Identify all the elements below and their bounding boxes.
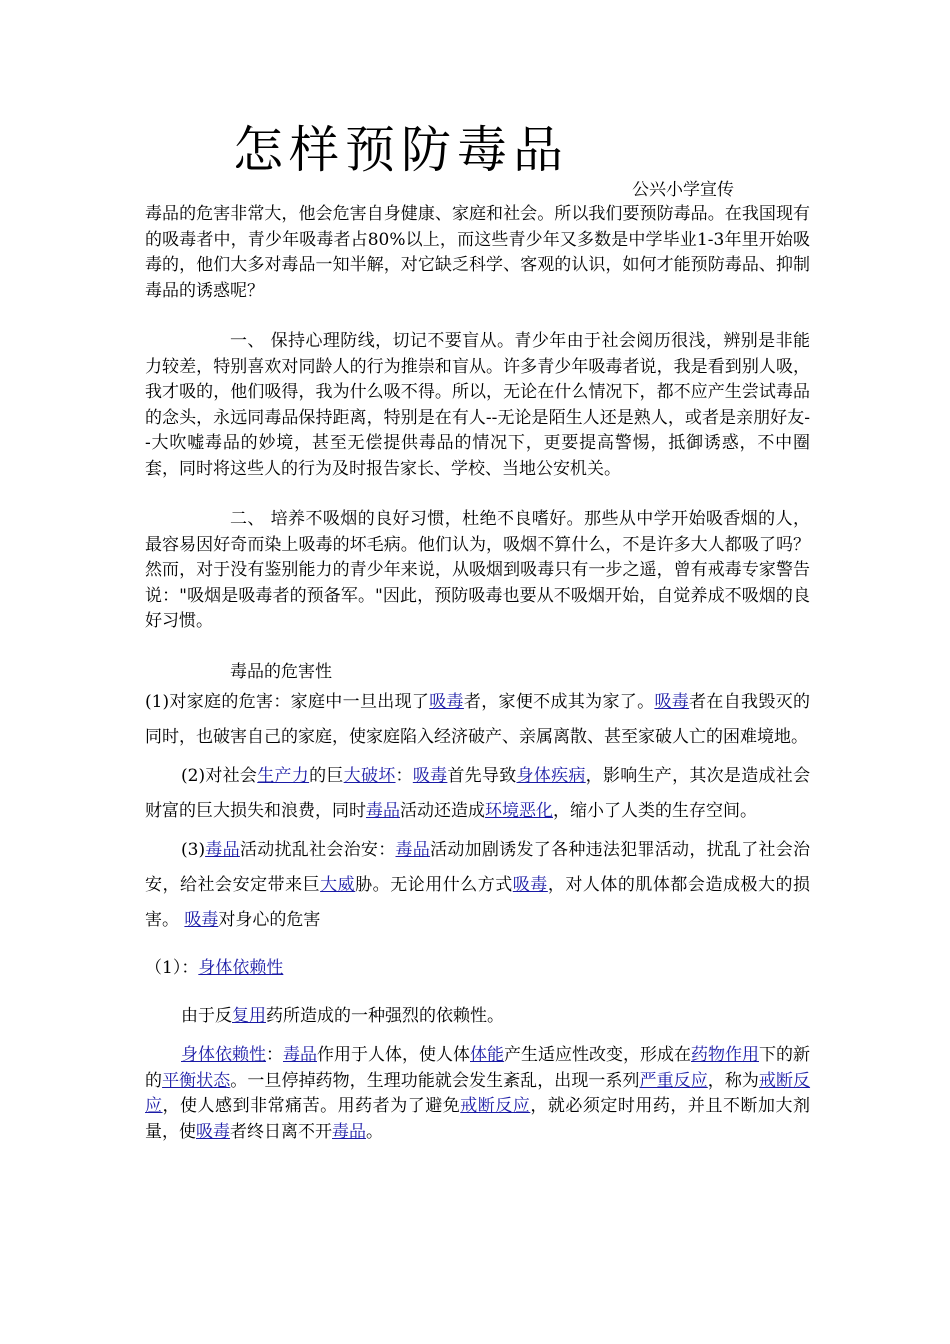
link-xidu[interactable]: 吸毒 (184, 910, 219, 930)
dependence-body-text: ，称为 (707, 1070, 759, 1091)
harm-security-text: 胁。无论用什么方式 (355, 875, 513, 895)
harm-society-text: ，影响生产，其次是造成社会财富的巨大损失和浪费，同时 (145, 766, 811, 821)
link-dupin[interactable]: 毒品 (332, 1121, 366, 1142)
link-jieduanfanying[interactable]: 戒断反应 (460, 1096, 531, 1116)
harm-society-text: ，缩小了人类的生存空间。 (553, 801, 757, 821)
harm-security-text: (3) (181, 840, 206, 860)
dependence-body-text: 。 (366, 1121, 383, 1142)
link-dupin[interactable]: 毒品 (366, 801, 400, 821)
harm-heading: 毒品的危害性 (230, 661, 332, 682)
link-shentijibing[interactable]: 身体疾病 (516, 766, 586, 786)
link-huanjingehua[interactable]: 环境恶化 (485, 801, 553, 821)
prevention-point-1: 一、 保持心理防线，切记不要盲从。青少年由于社会阅历很浅，辨别是非能力较差，特别喜欢对同龄人的行为推崇和盲从。许多青少年吸毒者说，我是看到别人吸，我才吸的，他们吸得，我为什么吸不得。所以，无论在什么情况下，都不应产生尝试毒品的念头，永远同毒品保持距离，特别是在有人--无论是陌生人还是熟人，或者是亲朋好友--大吹嘘毒品的妙境，甚至无偿提供毒品的情况下，更要提高警惕，抵御诱惑，不中圈套，同时将这些人的行为及时报告家长、学校、当地公安机关。 (145, 331, 810, 479)
dependence-body (145, 1043, 810, 1145)
harm-society-text: ： (395, 766, 413, 786)
dependence-body-text: ，就必须定时用药，并且不断加大剂量，使 (145, 1096, 811, 1142)
link-jieduanfanying[interactable]: 戒断反应 (145, 1070, 811, 1116)
link-pinghengzhuangtai[interactable]: 平衡状态 (162, 1070, 231, 1091)
prevention-point-2: 二、 培养不吸烟的良好习惯，杜绝不良嗜好。那些从中学开始吸香烟的人，最容易因好奇而染上吸毒的坏毛病。他们认为，吸烟不算什么，不是许多大人都吸了吗？然而，对于没有鉴别能力的青少年来说，从吸烟到吸毒只有一步之遥，曾有戒毒专家警告说："吸烟是吸毒者的预备军。"因此，预防吸毒也要从不吸烟开始，自觉养成不吸烟的良好习惯。 (145, 509, 810, 631)
harm-society-text: 活动还造成 (400, 801, 485, 821)
harm-family-paragraph (145, 685, 810, 755)
link-shentiyilaixing[interactable]: 身体依赖性 (198, 958, 284, 978)
link-tineng[interactable]: 体能 (470, 1045, 504, 1065)
harm-society-text: (2)对社会 (181, 766, 258, 786)
dependence-intro-text: 由于反 (181, 1005, 232, 1026)
link-dupin[interactable]: 毒品 (283, 1045, 317, 1065)
harm-security-text: 活动加剧诱发了各种违法犯罪活动，扰乱了社会治安，给社会安定带来巨 (145, 840, 811, 895)
document-title: 怎样预防毒品 (233, 121, 569, 179)
harm-family-text: 者，家便不成其为家了。 (463, 692, 655, 712)
dependence-body-text: 下的新的 (145, 1045, 810, 1091)
harm-society-text: 的巨 (309, 766, 344, 786)
dependence-body-text: 作用于人体，使人体 (317, 1045, 470, 1065)
link-shengchanli[interactable]: 生产力 (257, 766, 310, 786)
dependence-intro (145, 1004, 810, 1030)
harm-security-text: ，对人体的肌体都会造成极大的损害。 (145, 875, 811, 930)
link-shentiyilaixing[interactable]: 身体依赖性 (181, 1045, 266, 1065)
link-dupin[interactable]: 毒品 (205, 840, 240, 860)
dependence-body-text: 产生适应性改变，形成在 (504, 1045, 691, 1065)
link-xidu[interactable]: 吸毒 (429, 692, 464, 712)
link-dawei[interactable]: 大威 (320, 875, 356, 895)
harm-family-text: (1)对家庭的危害：家庭中一旦出现了 (145, 692, 430, 712)
harm-security-text: 对身心的危害 (218, 910, 321, 930)
link-xidu[interactable]: 吸毒 (654, 692, 690, 712)
dependence-heading-label: （1）： (145, 958, 199, 978)
dependence-intro-text: 药所造成的一种强烈的依赖性。 (266, 1005, 504, 1026)
link-yanzhongfanying[interactable]: 严重反应 (639, 1070, 708, 1091)
dependence-body-text: ： (266, 1045, 283, 1065)
intro-paragraph: 毒品的危害非常大，他会危害自身健康、家庭和社会。所以我们要预防毒品。在我国现有的吸毒者中，青少年吸毒者占80%以上，而这些青少年又多数是中学毕业1-3年里开始吸毒的，他们大多对毒品一知半解，对它缺乏科学、客观的认识，如何才能预防毒品、抑制毒品的诱惑呢？ (145, 204, 810, 301)
link-fuyong[interactable]: 复用 (232, 1005, 266, 1026)
link-xidu[interactable]: 吸毒 (196, 1121, 230, 1142)
harm-security-text: 活动扰乱社会治安： (239, 840, 396, 860)
link-yaowuzuoyong[interactable]: 药物作用 (691, 1045, 759, 1065)
document-page (145, 122, 810, 1145)
link-dupin[interactable]: 毒品 (395, 840, 431, 860)
link-dapohuai[interactable]: 大破坏 (343, 766, 396, 786)
link-xidu[interactable]: 吸毒 (412, 766, 448, 786)
dependence-body-text: ，使人感到非常痛苦。用药者为了避免 (162, 1096, 461, 1116)
harm-security-paragraph (145, 833, 810, 938)
dependence-body-text: 者终日离不开 (230, 1121, 332, 1142)
dependence-heading (145, 956, 810, 982)
harm-society-text: 首先导致 (447, 766, 517, 786)
document-subtitle: 公兴小学宣传 (632, 180, 734, 200)
dependence-body-text: 。一旦停掉药物，生理功能就会发生紊乱，出现一系列 (230, 1070, 640, 1091)
harm-family-text: 者在自我毁灭的同时，也破害自己的家庭，使家庭陷入经济破产、亲属离散、甚至家破人亡的困难境地。 (145, 692, 811, 747)
harm-society-paragraph (145, 759, 810, 829)
link-xidu[interactable]: 吸毒 (512, 875, 548, 895)
